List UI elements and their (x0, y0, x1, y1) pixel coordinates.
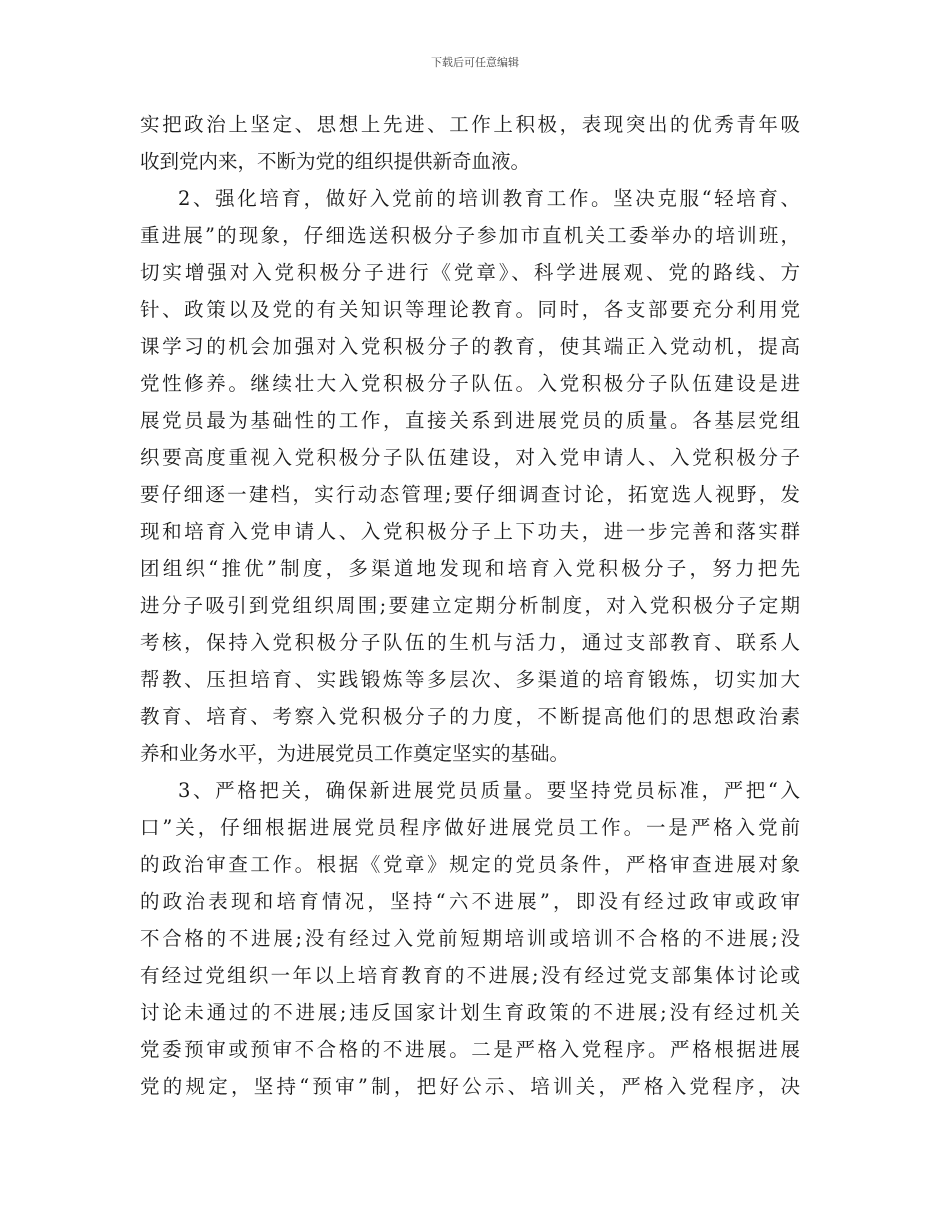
text-line: 要仔细逐一建档，实行动态管理;要仔细调查讨论，拓宽选人视野，发 (140, 483, 800, 506)
text-line: 教育、培育、考察入党积极分子的力度，不断提高他们的思想政治素 (140, 705, 800, 728)
text-line: 针、政策以及党的有关知识等理论教育。同时，各支部要充分利用党 (140, 298, 800, 321)
text-line: 党委预审或预审不合格的不进展。二是严格入党程序。严格根据进展 (140, 1038, 800, 1061)
text-line: 帮教、压担培育、实践锻炼等多层次、多渠道的培育锻炼，切实加大 (140, 668, 800, 691)
text-line: 党的规定，坚持“预审”制，把好公示、培训关，严格入党程序，决 (140, 1075, 800, 1098)
text-line: 讨论未通过的不进展;违反国家计划生育政策的不进展;没有经过机关 (140, 1001, 800, 1024)
text-line: 重进展”的现象，仔细选送积极分子参加市直机关工委举办的培训班， (140, 224, 800, 247)
text-line: 有经过党组织一年以上培育教育的不进展;没有经过党支部集体讨论或 (140, 964, 800, 987)
text-line: 2、强化培育，做好入党前的培训教育工作。坚决克服“轻培育、 (178, 187, 800, 210)
text-line: 团组织“推优”制度，多渠道地发现和培育入党积极分子，努力把先 (140, 557, 800, 580)
text-line: 口”关，仔细根据进展党员程序做好进展党员工作。一是严格入党前 (140, 816, 800, 839)
text-line: 养和业务水平，为进展党员工作奠定坚实的基础。 (140, 742, 570, 765)
text-line: 课学习的机会加强对入党积极分子的教育，使其端正入党动机，提高 (140, 335, 800, 358)
document-body (140, 106, 800, 1105)
text-line: 党性修养。继续壮大入党积极分子队伍。入党积极分子队伍建设是进 (140, 372, 800, 395)
text-line: 3、严格把关，确保新进展党员质量。要坚持党员标准，严把“入 (178, 779, 800, 802)
text-line: 考核，保持入党积极分子队伍的生机与活力，通过支部教育、联系人 (140, 631, 800, 654)
text-line: 展党员最为基础性的工作，直接关系到进展党员的质量。各基层党组 (140, 409, 800, 432)
text-line: 现和培育入党申请人、入党积极分子上下功夫，进一步完善和落实群 (140, 520, 800, 543)
text-line: 不合格的不进展;没有经过入党前短期培训或培训不合格的不进展;没 (140, 927, 800, 950)
page-header: 下载后可任意编辑 (431, 56, 519, 69)
text-line: 的政治表现和培育情况，坚持“六不进展”，即没有经过政审或政审 (140, 890, 800, 913)
text-line: 实把政治上坚定、思想上先进、工作上积极，表现突出的优秀青年吸 (140, 113, 800, 136)
text-line: 进分子吸引到党组织周围;要建立定期分析制度，对入党积极分子定期 (140, 594, 800, 617)
text-line: 收到党内来，不断为党的组织提供新奇血液。 (140, 150, 531, 173)
text-line: 织要高度重视入党积极分子队伍建设，对入党申请人、入党积极分子 (140, 446, 800, 469)
text-line: 的政治审查工作。根据《党章》规定的党员条件，严格审查进展对象 (140, 853, 800, 876)
text-line: 切实增强对入党积极分子进行《党章》、科学进展观、党的路线、方 (140, 261, 800, 284)
